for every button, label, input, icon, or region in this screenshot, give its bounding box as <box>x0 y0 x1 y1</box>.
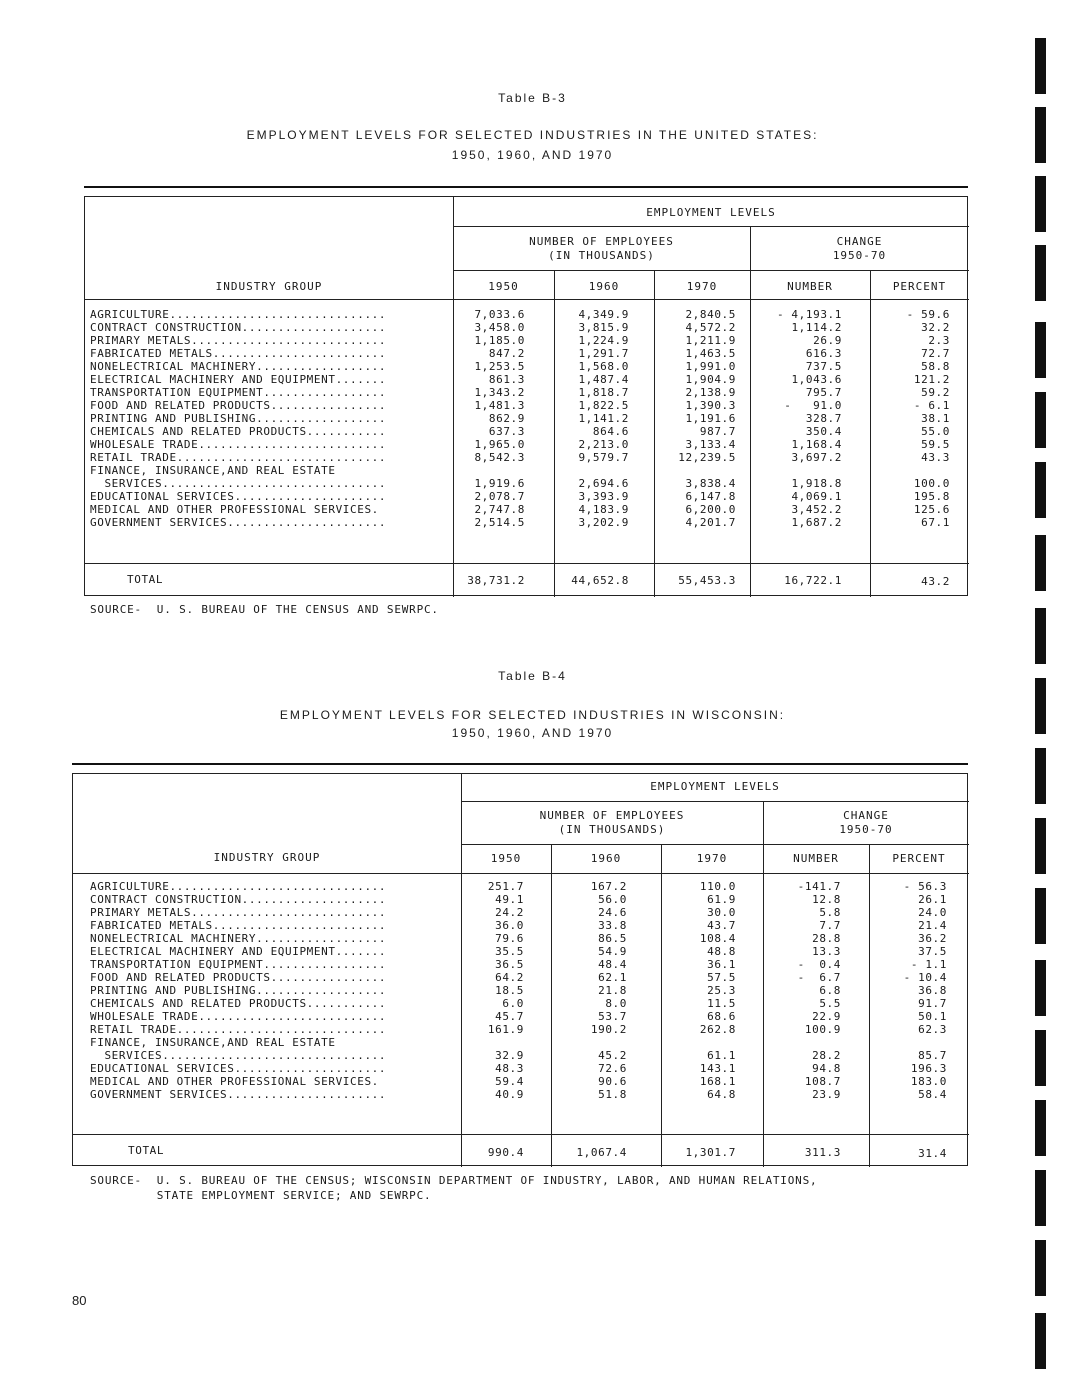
value-cell: 13.3 <box>812 945 841 958</box>
value-cell <box>869 1036 947 1049</box>
value-cell: 861.3 <box>488 373 525 386</box>
total-change-number: 311.3 <box>804 1146 841 1159</box>
value-cell: 1,390.3 <box>685 399 736 412</box>
value-cell: 737.5 <box>805 360 842 373</box>
total-1970: 1,301.7 <box>685 1146 736 1159</box>
value-cell: 43.3 <box>921 451 950 464</box>
value-cell: 35.5 <box>495 945 524 958</box>
value-cell: 1,253.5 <box>474 360 525 373</box>
value-cell: 3,133.4 <box>685 438 736 451</box>
header-1950: 1950 <box>488 280 519 293</box>
binding-mark <box>1035 462 1046 518</box>
value-cell: 4,183.9 <box>578 503 629 516</box>
value-cell: 862.9 <box>488 412 525 425</box>
value-cell: 91.7 <box>918 997 947 1010</box>
value-cell: - 91.0 <box>784 399 842 412</box>
value-cell <box>661 1036 736 1049</box>
value-cell: 196.3 <box>910 1062 947 1075</box>
value-cell: 62.3 <box>918 1023 947 1036</box>
value-cell: 3,697.2 <box>791 451 842 464</box>
value-cell: 847.2 <box>488 347 525 360</box>
industry-name-cell: FOOD AND RELATED PRODUCTS................ <box>90 971 387 984</box>
value-cell: 48.8 <box>707 945 736 958</box>
value-cell: 3,452.2 <box>791 503 842 516</box>
value-cell: 2,514.5 <box>474 516 525 529</box>
industry-name-cell: PRINTING AND PUBLISHING.................. <box>90 984 387 997</box>
value-cell: 48.4 <box>598 958 627 971</box>
header-1960: 1960 <box>590 852 622 865</box>
header-change: CHANGE <box>836 235 883 248</box>
industry-name-cell: ELECTRICAL MACHINERY AND EQUIPMENT....... <box>90 373 387 386</box>
value-cell: 795.7 <box>805 386 842 399</box>
binding-mark <box>1035 1030 1046 1086</box>
industry-name-cell: WHOLESALE TRADE.......................... <box>90 1010 387 1023</box>
industry-name-cell: GOVERNMENT SERVICES...................... <box>90 516 387 529</box>
value-cell: 3,202.9 <box>578 516 629 529</box>
value-cell: 90.6 <box>598 1075 627 1088</box>
value-cell: 38.1 <box>921 412 950 425</box>
value-cell: 58.8 <box>921 360 950 373</box>
value-cell: 6.0 <box>502 997 524 1010</box>
table-title-years: 1950, 1960, AND 1970 <box>451 726 614 740</box>
value-cell: 51.8 <box>598 1088 627 1101</box>
value-cell: 61.9 <box>707 893 736 906</box>
value-cell: 24.6 <box>598 906 627 919</box>
value-cell: 987.7 <box>699 425 736 438</box>
value-cell: 64.2 <box>495 971 524 984</box>
value-cell: 251.7 <box>487 880 524 893</box>
value-cell: 8.0 <box>605 997 627 1010</box>
value-cell: 1,343.2 <box>474 386 525 399</box>
value-cell: 58.4 <box>918 1088 947 1101</box>
value-cell: 1,291.7 <box>578 347 629 360</box>
binding-mark <box>1035 1170 1046 1226</box>
value-cell: 79.6 <box>495 932 524 945</box>
data-table-wisconsin <box>72 773 968 1166</box>
value-cell: 1,114.2 <box>791 321 842 334</box>
value-cell: 1,224.9 <box>578 334 629 347</box>
total-1970: 55,453.3 <box>678 574 736 587</box>
binding-mark <box>1035 176 1046 232</box>
value-cell <box>461 1036 524 1049</box>
value-cell: - 59.6 <box>906 308 950 321</box>
total-1960: 44,652.8 <box>571 574 629 587</box>
value-cell: 36.5 <box>495 958 524 971</box>
change-number-column <box>763 880 841 1101</box>
value-cell: 12,239.5 <box>678 451 736 464</box>
industry-name-cell: FABRICATED METALS........................ <box>90 919 387 932</box>
header-industry-group: INDUSTRY GROUP <box>213 851 321 864</box>
binding-mark <box>1035 535 1046 591</box>
value-cell: 28.2 <box>812 1049 841 1062</box>
value-cell: 36.0 <box>495 919 524 932</box>
industry-name-cell: FABRICATED METALS........................ <box>90 347 387 360</box>
value-cell: 32.2 <box>921 321 950 334</box>
header-change-period: 1950-70 <box>832 249 887 262</box>
industry-name-cell: RETAIL TRADE............................. <box>90 1023 387 1036</box>
value-cell: 100.0 <box>913 477 950 490</box>
value-cell <box>453 464 525 477</box>
value-cell <box>554 464 629 477</box>
value-cell: 9,579.7 <box>578 451 629 464</box>
value-cell: 3,838.4 <box>685 477 736 490</box>
value-cell: 26.1 <box>918 893 947 906</box>
binding-mark <box>1035 888 1046 944</box>
value-cell: 1,211.9 <box>685 334 736 347</box>
value-cell: 54.9 <box>598 945 627 958</box>
value-cell: 55.0 <box>921 425 950 438</box>
value-cell: 21.4 <box>918 919 947 932</box>
value-cell: 36.1 <box>707 958 736 971</box>
value-cell: 56.0 <box>598 893 627 906</box>
value-cell: 59.5 <box>921 438 950 451</box>
industry-name-cell: AGRICULTURE.............................. <box>90 308 387 321</box>
header-employment-levels: EMPLOYMENT LEVELS <box>646 206 776 219</box>
value-cell: 350.4 <box>805 425 842 438</box>
industry-name-cell: FOOD AND RELATED PRODUCTS................ <box>90 399 387 412</box>
value-cell <box>551 1036 627 1049</box>
table-title-years: 1950, 1960, AND 1970 <box>451 148 614 162</box>
industry-name-cell: AGRICULTURE.............................. <box>90 880 387 893</box>
industry-name-cell: PRIMARY METALS........................... <box>90 906 387 919</box>
value-cell: 1,463.5 <box>685 347 736 360</box>
value-cell: 8,542.3 <box>474 451 525 464</box>
value-cell: 2,078.7 <box>474 490 525 503</box>
value-cell: 18.5 <box>495 984 524 997</box>
value-cell: 143.1 <box>699 1062 736 1075</box>
value-cell: 1,904.9 <box>685 373 736 386</box>
industry-names-column <box>90 880 386 1101</box>
value-cell: 72.7 <box>921 347 950 360</box>
value-cell: 1,568.0 <box>578 360 629 373</box>
value-cell: 68.6 <box>707 1010 736 1023</box>
value-cell: 59.4 <box>495 1075 524 1088</box>
value-cell: 2,138.9 <box>685 386 736 399</box>
total-1950: 38,731.2 <box>467 574 525 587</box>
value-cell: -141.7 <box>797 880 841 893</box>
total-1950: 990.4 <box>487 1146 524 1159</box>
value-cell: 1,168.4 <box>791 438 842 451</box>
value-cell: 1,919.6 <box>474 477 525 490</box>
industry-name-cell: WHOLESALE TRADE.......................... <box>90 438 387 451</box>
value-cell: 6,147.8 <box>685 490 736 503</box>
table-title: EMPLOYMENT LEVELS FOR SELECTED INDUSTRIES IN WISCONSIN: <box>279 708 786 722</box>
header-1960: 1960 <box>588 280 620 293</box>
value-cell: 64.8 <box>707 1088 736 1101</box>
value-cell: 33.8 <box>598 919 627 932</box>
header-1970: 1970 <box>686 280 718 293</box>
binding-mark <box>1035 1313 1046 1369</box>
page-number: 80 <box>72 1293 87 1308</box>
value-cell: 1,141.2 <box>578 412 629 425</box>
table-label: Table B-4 <box>498 669 567 683</box>
industry-name-cell: FINANCE, INSURANCE,AND REAL ESTATE <box>90 1036 336 1049</box>
value-cell: 2.3 <box>928 334 950 347</box>
industry-name-cell: MEDICAL AND OTHER PROFESSIONAL SERVICES. <box>90 1075 379 1088</box>
industry-name-cell: ELECTRICAL MACHINERY AND EQUIPMENT....... <box>90 945 387 958</box>
value-cell <box>763 1036 841 1049</box>
value-cell: 24.0 <box>918 906 947 919</box>
binding-marks <box>1035 0 1051 1380</box>
value-cell: 85.7 <box>918 1049 947 1062</box>
value-cell: 62.1 <box>598 971 627 984</box>
value-cell: - 0.4 <box>797 958 841 971</box>
value-cell: 61.1 <box>707 1049 736 1062</box>
industry-name-cell: NONELECTRICAL MACHINERY.................. <box>90 932 387 945</box>
binding-mark <box>1035 1240 1046 1296</box>
source-note: SOURCE- U. S. BUREAU OF THE CENSUS AND SEWRPC. <box>90 603 439 616</box>
change-percent-column <box>870 308 950 529</box>
header-number: NUMBER <box>793 852 839 865</box>
table-top-rule <box>84 186 968 188</box>
value-cell: - 56.3 <box>903 880 947 893</box>
industry-name-cell: TRANSPORTATION EQUIPMENT................. <box>90 386 387 399</box>
value-cell: 28.8 <box>812 932 841 945</box>
values-1950-column <box>461 880 524 1101</box>
value-cell: 23.9 <box>812 1088 841 1101</box>
values-1970-column <box>654 308 736 529</box>
value-cell: - 10.4 <box>903 971 947 984</box>
value-cell: 1,185.0 <box>474 334 525 347</box>
value-cell: 2,747.8 <box>474 503 525 516</box>
value-cell: 1,687.2 <box>791 516 842 529</box>
value-cell: 100.9 <box>804 1023 841 1036</box>
value-cell: 1,965.0 <box>474 438 525 451</box>
binding-mark <box>1035 960 1046 1016</box>
value-cell: 262.8 <box>699 1023 736 1036</box>
value-cell: 616.3 <box>805 347 842 360</box>
source-note-continued: STATE EMPLOYMENT SERVICE; AND SEWRPC. <box>90 1189 432 1202</box>
values-1960-column <box>551 880 627 1101</box>
value-cell: 2,694.6 <box>578 477 629 490</box>
total-1960: 1,067.4 <box>576 1146 627 1159</box>
value-cell: - 6.1 <box>913 399 950 412</box>
value-cell: 864.6 <box>592 425 629 438</box>
data-table-us <box>84 196 968 596</box>
industry-name-cell: CONTRACT CONSTRUCTION.................... <box>90 321 387 334</box>
value-cell: 167.2 <box>590 880 627 893</box>
header-1970: 1970 <box>696 852 728 865</box>
value-cell: 190.2 <box>590 1023 627 1036</box>
industry-name-cell: TRANSPORTATION EQUIPMENT................. <box>90 958 387 971</box>
value-cell: 4,069.1 <box>791 490 842 503</box>
value-cell: 1,818.7 <box>578 386 629 399</box>
value-cell: 36.2 <box>918 932 947 945</box>
value-cell: 1,487.4 <box>578 373 629 386</box>
value-cell: 1,918.8 <box>791 477 842 490</box>
value-cell: 108.4 <box>699 932 736 945</box>
value-cell: 110.0 <box>699 880 736 893</box>
value-cell: 2,213.0 <box>578 438 629 451</box>
value-cell: 7,033.6 <box>474 308 525 321</box>
header-1950: 1950 <box>490 852 522 865</box>
industry-name-cell: SERVICES............................... <box>90 477 387 490</box>
value-cell: 43.7 <box>707 919 736 932</box>
values-1950-column <box>453 308 525 529</box>
header-change-period: 1950-70 <box>839 823 893 836</box>
table-top-rule <box>72 763 968 765</box>
value-cell <box>654 464 736 477</box>
binding-mark <box>1035 608 1046 664</box>
value-cell: 4,572.2 <box>685 321 736 334</box>
binding-mark <box>1035 322 1046 378</box>
binding-mark <box>1035 1100 1046 1156</box>
value-cell: 328.7 <box>805 412 842 425</box>
value-cell: 4,201.7 <box>685 516 736 529</box>
industry-name-cell: NONELECTRICAL MACHINERY.................. <box>90 360 387 373</box>
value-cell: 11.5 <box>707 997 736 1010</box>
value-cell: 72.6 <box>598 1062 627 1075</box>
value-cell: 183.0 <box>910 1075 947 1088</box>
value-cell: 57.5 <box>707 971 736 984</box>
header-percent: PERCENT <box>892 280 947 293</box>
value-cell: 2,840.5 <box>685 308 736 321</box>
industry-name-cell: PRIMARY METALS........................... <box>90 334 387 347</box>
value-cell: 161.9 <box>487 1023 524 1036</box>
change-number-column <box>750 308 842 529</box>
value-cell: 50.1 <box>918 1010 947 1023</box>
value-cell: 6,200.0 <box>685 503 736 516</box>
header-employment-levels: EMPLOYMENT LEVELS <box>650 780 780 793</box>
value-cell: 1,043.6 <box>791 373 842 386</box>
value-cell: 94.8 <box>812 1062 841 1075</box>
total-label: TOTAL <box>127 573 164 586</box>
value-cell: 637.3 <box>488 425 525 438</box>
industry-name-cell: SERVICES............................... <box>90 1049 387 1062</box>
header-in-thousands: (IN THOUSANDS) <box>558 823 666 836</box>
value-cell: 1,822.5 <box>578 399 629 412</box>
value-cell <box>750 464 842 477</box>
value-cell: 25.3 <box>707 984 736 997</box>
binding-mark <box>1035 818 1046 874</box>
table-label: Table B-3 <box>498 91 567 105</box>
header-industry-group: INDUSTRY GROUP <box>215 280 323 293</box>
industry-name-cell: FINANCE, INSURANCE,AND REAL ESTATE <box>90 464 336 477</box>
industry-name-cell: CONTRACT CONSTRUCTION.................... <box>90 893 387 906</box>
industry-name-cell: EDUCATIONAL SERVICES..................... <box>90 1062 387 1075</box>
value-cell: 32.9 <box>495 1049 524 1062</box>
value-cell: 59.2 <box>921 386 950 399</box>
value-cell: 125.6 <box>913 503 950 516</box>
value-cell: 5.5 <box>819 997 841 1010</box>
value-cell: 49.1 <box>495 893 524 906</box>
industry-name-cell: CHEMICALS AND RELATED PRODUCTS........... <box>90 425 387 438</box>
value-cell: 26.9 <box>813 334 842 347</box>
value-cell: 121.2 <box>913 373 950 386</box>
values-1970-column <box>661 880 736 1101</box>
value-cell: 3,458.0 <box>474 321 525 334</box>
header-change: CHANGE <box>843 809 889 822</box>
industry-name-cell: PRINTING AND PUBLISHING.................. <box>90 412 387 425</box>
value-cell: 30.0 <box>707 906 736 919</box>
value-cell: 4,349.9 <box>578 308 629 321</box>
value-cell: 86.5 <box>598 932 627 945</box>
header-number-of-employees: NUMBER OF EMPLOYEES <box>539 809 685 822</box>
industry-name-cell: EDUCATIONAL SERVICES..................... <box>90 490 387 503</box>
value-cell: 45.2 <box>598 1049 627 1062</box>
header-percent: PERCENT <box>892 852 946 865</box>
value-cell <box>870 464 950 477</box>
header-in-thousands: (IN THOUSANDS) <box>548 249 655 262</box>
value-cell: 6.8 <box>819 984 841 997</box>
value-cell: 37.5 <box>918 945 947 958</box>
industry-name-cell: RETAIL TRADE............................. <box>90 451 387 464</box>
total-change-percent: 31.4 <box>918 1147 947 1160</box>
value-cell: - 1.1 <box>910 958 947 971</box>
value-cell: 7.7 <box>819 919 841 932</box>
header-number: NUMBER <box>787 280 833 293</box>
value-cell: 3,393.9 <box>578 490 629 503</box>
value-cell: 36.8 <box>918 984 947 997</box>
value-cell: 12.8 <box>812 893 841 906</box>
value-cell: 53.7 <box>598 1010 627 1023</box>
value-cell: 48.3 <box>495 1062 524 1075</box>
value-cell: - 4,193.1 <box>776 308 842 321</box>
binding-mark <box>1035 245 1046 301</box>
value-cell: 40.9 <box>495 1088 524 1101</box>
value-cell: 5.8 <box>819 906 841 919</box>
source-note: SOURCE- U. S. BUREAU OF THE CENSUS; WISCONSIN DEPARTMENT OF INDUSTRY, LABOR, AND HUMAN RELATIONS, <box>90 1174 818 1187</box>
total-change-percent: 43.2 <box>921 575 950 588</box>
value-cell: 1,481.3 <box>474 399 525 412</box>
value-cell: 1,191.6 <box>685 412 736 425</box>
header-number-of-employees: NUMBER OF EMPLOYEES <box>529 235 674 248</box>
value-cell: - 6.7 <box>797 971 841 984</box>
value-cell: 22.9 <box>812 1010 841 1023</box>
industry-name-cell: GOVERNMENT SERVICES...................... <box>90 1088 387 1101</box>
value-cell: 67.1 <box>921 516 950 529</box>
value-cell: 24.2 <box>495 906 524 919</box>
value-cell: 108.7 <box>804 1075 841 1088</box>
total-label: TOTAL <box>128 1144 165 1157</box>
binding-mark <box>1035 392 1046 448</box>
change-percent-column <box>869 880 947 1101</box>
industry-name-cell: CHEMICALS AND RELATED PRODUCTS........... <box>90 997 387 1010</box>
industry-name-cell: MEDICAL AND OTHER PROFESSIONAL SERVICES. <box>90 503 379 516</box>
total-change-number: 16,722.1 <box>784 574 842 587</box>
value-cell: 3,815.9 <box>578 321 629 334</box>
table-title: EMPLOYMENT LEVELS FOR SELECTED INDUSTRIES IN THE UNITED STATES: <box>246 128 819 142</box>
values-1960-column <box>554 308 629 529</box>
binding-mark <box>1035 748 1046 804</box>
binding-mark <box>1035 38 1046 94</box>
industry-names-column <box>90 308 386 529</box>
value-cell: 45.7 <box>495 1010 524 1023</box>
value-cell: 195.8 <box>913 490 950 503</box>
value-cell: 1,991.0 <box>685 360 736 373</box>
value-cell: 21.8 <box>598 984 627 997</box>
value-cell: 168.1 <box>699 1075 736 1088</box>
